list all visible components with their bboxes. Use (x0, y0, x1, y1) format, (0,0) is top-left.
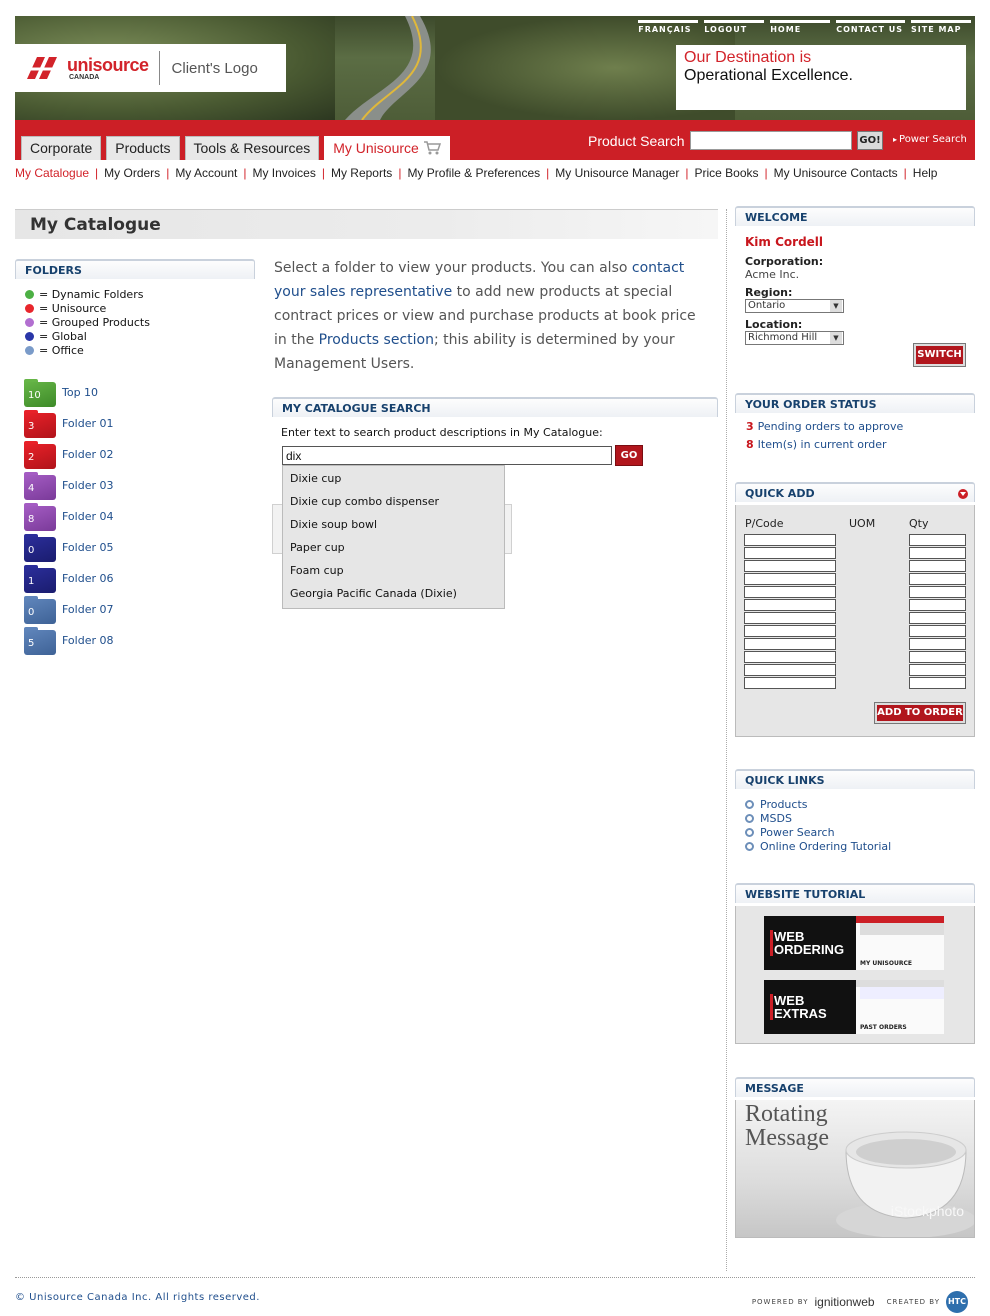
qty-input[interactable] (909, 664, 966, 676)
folder-label: Folder 02 (62, 448, 114, 461)
message-heading: MESSAGE (735, 1077, 975, 1097)
autocomplete-option[interactable]: Georgia Pacific Canada (Dixie) (290, 587, 457, 600)
uom-header: UOM (849, 517, 876, 530)
folder-icon (24, 379, 56, 407)
folder-label: Folder 04 (62, 510, 114, 523)
tab-tools-resources[interactable]: Tools & Resources (185, 136, 320, 160)
subnav-my-invoices[interactable]: My Invoices (252, 166, 316, 180)
region-select[interactable]: Ontario ▼ (745, 299, 844, 313)
region-label: Region: (745, 286, 793, 299)
folder-icon (24, 627, 56, 655)
quick-link-products[interactable] (745, 797, 891, 811)
qty-input[interactable] (909, 573, 966, 585)
quick-link-tutorial[interactable] (745, 839, 891, 853)
subnav-my-unisource-manager[interactable]: My Unisource Manager (555, 166, 680, 180)
qty-header: Qty (909, 517, 929, 530)
top-link-home[interactable]: HOME (770, 20, 830, 34)
contact-sales-rep-link[interactable]: contact your sales representative (274, 260, 685, 300)
pcode-header: P/Code (745, 517, 784, 530)
pending-count: 3 (746, 420, 754, 433)
legend-label: = Global (39, 329, 87, 343)
subnav-price-books[interactable]: Price Books (694, 166, 759, 180)
sub-nav (15, 166, 937, 180)
top-links (638, 20, 971, 34)
folder-item-04[interactable] (24, 501, 114, 532)
card-title (774, 930, 844, 956)
subnav-separator: | (243, 166, 247, 180)
folder-label: Folder 01 (62, 417, 114, 430)
folder-item-06[interactable] (24, 563, 114, 594)
folder-item-05[interactable] (24, 532, 114, 563)
autocomplete-option[interactable]: Dixie soup bowl (290, 518, 378, 531)
coffee-cup-icon (826, 1120, 975, 1238)
folder-label: Top 10 (62, 386, 99, 399)
tab-my-unisource[interactable] (324, 136, 450, 160)
pcode-input[interactable] (744, 625, 836, 637)
catalogue-search-go-button[interactable]: GO (615, 445, 643, 466)
catalogue-search-heading: MY CATALOGUE SEARCH (272, 397, 718, 417)
quick-add-title: QUICK ADD (745, 487, 815, 500)
folder-icon (24, 503, 56, 531)
folder-label: Folder 07 (62, 603, 114, 616)
quick-link-label: Products (760, 797, 808, 811)
tagline-line-2: Operational Excellence. (684, 67, 853, 84)
autocomplete-dropdown (282, 465, 505, 609)
power-search-link[interactable]: ▸ Power Search (893, 134, 967, 145)
legend-row (25, 301, 150, 315)
folder-icon (24, 441, 56, 469)
client-logo: Client's Logo (171, 59, 258, 77)
switch-button[interactable]: SWITCH (914, 344, 965, 366)
quick-links-heading: QUICK LINKS (735, 769, 975, 789)
legend-dot (25, 290, 34, 299)
main-tabs (21, 136, 450, 160)
pcode-input[interactable] (744, 651, 836, 663)
tagline-box (676, 45, 966, 110)
folders-heading: FOLDERS (15, 259, 255, 279)
top-link-logout[interactable]: LOGOUT (704, 20, 764, 34)
legend-dot (25, 318, 34, 327)
legend-row (25, 329, 150, 343)
subnav-my-profile[interactable]: My Profile & Preferences (407, 166, 541, 180)
quick-link-label: Power Search (760, 825, 835, 839)
subnav-my-reports[interactable]: My Reports (330, 166, 393, 180)
subnav-my-orders[interactable]: My Orders (104, 166, 161, 180)
subnav-separator: | (398, 166, 402, 180)
qty-input[interactable] (909, 586, 966, 598)
product-search-label: Product Search (588, 133, 685, 149)
card-accent (770, 930, 773, 956)
bullet-icon (745, 814, 754, 823)
legend-row (25, 287, 150, 301)
folder-item-08[interactable] (24, 625, 114, 656)
subnav-separator: | (321, 166, 325, 180)
items-count: 8 (746, 438, 754, 451)
pcode-input[interactable] (744, 573, 836, 585)
corporation-value: Acme Inc. (745, 268, 800, 281)
subnav-separator: | (685, 166, 689, 180)
qty-input[interactable] (909, 638, 966, 650)
card-caption: MY UNISOURCE (860, 960, 912, 967)
pcode-input[interactable] (744, 599, 836, 611)
autocomplete-option[interactable]: Dixie cup (290, 472, 342, 485)
subnav-separator: | (95, 166, 99, 180)
legend-dot (25, 304, 34, 313)
user-name: Kim Cordell (745, 235, 824, 249)
card-line-1: WEB (774, 993, 805, 1008)
cart-icon (423, 141, 441, 155)
quick-links-list (745, 797, 891, 853)
folder-count: 0 (28, 606, 35, 618)
tab-products[interactable]: Products (106, 136, 179, 160)
qty-input[interactable] (909, 612, 966, 624)
card-line-2: EXTRAS (774, 1006, 827, 1021)
intro-part-2: to add new products at special contract prices or view and purchase products at book price in the (274, 284, 696, 348)
bullet-icon (745, 842, 754, 851)
created-by-label: CREATED BY (886, 1298, 940, 1306)
quick-link-msds[interactable] (745, 811, 891, 825)
rotating-message-text (745, 1102, 829, 1150)
qty-input[interactable] (909, 547, 966, 559)
welcome-heading: WELCOME (735, 206, 975, 226)
folder-count: 5 (28, 637, 35, 649)
products-section-link[interactable]: Products section (318, 332, 434, 348)
pcode-input[interactable] (744, 612, 836, 624)
folder-label: Folder 03 (62, 479, 114, 492)
bullet-icon (745, 828, 754, 837)
top-link-site-map[interactable]: SITE MAP (911, 20, 971, 34)
folder-item-07[interactable] (24, 594, 114, 625)
column-divider (726, 209, 727, 1271)
qty-input[interactable] (909, 560, 966, 572)
web-ordering-tutorial[interactable] (764, 916, 944, 970)
folder-item-02[interactable] (24, 439, 114, 470)
catalogue-search-prompt: Enter text to search product descriptions in My Catalogue: (281, 426, 603, 439)
order-status-panel (746, 420, 903, 456)
logo-subtitle: CANADA (69, 73, 100, 81)
message-line-2: Message (745, 1125, 829, 1151)
card-accent (770, 994, 773, 1020)
page-title: My Catalogue (30, 215, 161, 235)
catalogue-search-input[interactable] (282, 446, 612, 465)
folder-count: 3 (28, 420, 35, 432)
folder-count: 0 (28, 544, 35, 556)
legend-label: = Grouped Products (39, 315, 150, 329)
autocomplete-option[interactable]: Paper cup (290, 541, 345, 554)
product-search-input[interactable] (690, 131, 852, 150)
logo-text (67, 56, 149, 81)
subnav-my-account[interactable]: My Account (175, 166, 238, 180)
folder-icon (24, 596, 56, 624)
logo-word: unisource (67, 54, 149, 75)
pcode-input[interactable] (744, 547, 836, 559)
card-line-1: WEB (774, 929, 805, 944)
subnav-separator: | (546, 166, 550, 180)
logo-divider (159, 51, 160, 85)
legend-label: = Dynamic Folders (39, 287, 144, 301)
website-tutorial-panel (735, 906, 975, 1044)
subnav-my-catalogue[interactable]: My Catalogue (15, 166, 90, 180)
folder-item-01[interactable] (24, 408, 114, 439)
folder-item-top-10[interactable] (24, 377, 114, 408)
pcode-input[interactable] (744, 664, 836, 676)
main-nav-bar (15, 120, 975, 160)
tab-my-unisource-label: My Unisource (333, 140, 419, 156)
folder-legend (25, 287, 150, 357)
quick-add-heading (735, 482, 975, 502)
ignitionweb-logo[interactable]: ignitionweb (814, 1295, 875, 1309)
order-status-heading: YOUR ORDER STATUS (735, 393, 975, 413)
page-title-bar (15, 209, 718, 239)
folder-count: 2 (28, 451, 35, 463)
htc-logo[interactable]: HTC (946, 1291, 968, 1313)
subnav-separator: | (166, 166, 170, 180)
card-screenshot (856, 916, 944, 970)
pending-orders-link[interactable] (746, 420, 903, 438)
bullet-icon (745, 800, 754, 809)
legend-label: = Office (39, 343, 84, 357)
autocomplete-option[interactable]: Foam cup (290, 564, 344, 577)
qty-input[interactable] (909, 625, 966, 637)
credits (752, 1291, 968, 1313)
legend-label: = Unisource (39, 301, 107, 315)
quick-add-panel (735, 505, 975, 737)
card-line-2: ORDERING (774, 942, 845, 957)
pcode-input[interactable] (744, 586, 836, 598)
tagline-line-1: Our Destination is (684, 49, 812, 66)
legend-row (25, 315, 150, 329)
subnav-help[interactable]: Help (912, 166, 938, 180)
subnav-my-unisource-contacts[interactable]: My Unisource Contacts (773, 166, 898, 180)
folder-icon (24, 565, 56, 593)
current-order-link[interactable] (746, 438, 903, 456)
top-link-francais[interactable]: FRANÇAIS (638, 20, 698, 34)
folder-label: Folder 05 (62, 541, 114, 554)
rotating-message-panel (735, 1100, 975, 1238)
web-extras-tutorial[interactable] (764, 980, 944, 1034)
add-to-order-button[interactable]: ADD TO ORDER (875, 703, 965, 723)
welcome-panel (745, 235, 844, 345)
legend-dot (25, 332, 34, 341)
folder-count: 8 (28, 513, 35, 525)
logo-box[interactable] (15, 44, 286, 92)
location-label: Location: (745, 318, 803, 331)
website-tutorial-heading: WEBSITE TUTORIAL (735, 883, 975, 903)
intro-text (274, 256, 704, 376)
quick-link-power-search[interactable] (745, 825, 891, 839)
pcode-input[interactable] (744, 677, 836, 689)
subnav-separator: | (764, 166, 768, 180)
stock-watermark: iStockphoto (890, 1203, 964, 1219)
intro-part-1: Select a folder to view your products. You can also (274, 260, 632, 276)
qty-input[interactable] (909, 677, 966, 689)
top-link-contact-us[interactable]: CONTACT US (836, 20, 905, 34)
pcode-input[interactable] (744, 638, 836, 650)
folder-icon (24, 410, 56, 438)
items-text: Item(s) in current order (757, 438, 887, 451)
quick-link-label: Online Ordering Tutorial (760, 839, 892, 853)
message-line-1: Rotating (745, 1101, 828, 1127)
folder-count: 1 (28, 575, 35, 587)
folder-icon (24, 472, 56, 500)
qty-input[interactable] (909, 651, 966, 663)
folder-count: 10 (28, 389, 41, 401)
intro-part-3: ; this ability is determined by your Management Users. (274, 332, 675, 372)
autocomplete-option[interactable]: Dixie cup combo dispenser (290, 495, 440, 508)
pcode-input[interactable] (744, 534, 836, 546)
folder-label: Folder 08 (62, 634, 114, 647)
folder-list (24, 377, 114, 656)
quick-link-label: MSDS (760, 811, 792, 825)
folder-icon (24, 534, 56, 562)
folder-count: 4 (28, 482, 35, 494)
folder-label: Folder 06 (62, 572, 114, 585)
footer-divider (15, 1277, 975, 1278)
subnav-separator: | (903, 166, 907, 180)
powered-by-label: POWERED BY (751, 1298, 809, 1306)
qty-input[interactable] (909, 599, 966, 611)
qty-input[interactable] (909, 534, 966, 546)
tab-corporate[interactable]: Corporate (21, 136, 101, 160)
unisource-logo-icon (25, 55, 65, 81)
card-caption: PAST ORDERS (860, 1024, 907, 1031)
collapse-icon[interactable] (958, 489, 968, 499)
folder-item-03[interactable] (24, 470, 114, 501)
pending-text: Pending orders to approve (757, 420, 904, 433)
location-select[interactable]: Richmond Hill ▼ (745, 331, 844, 345)
product-search-go-button[interactable]: GO! (857, 131, 883, 150)
copyright: © Unisource Canada Inc. All rights reserved. (15, 1292, 260, 1303)
card-title (774, 994, 827, 1020)
card-screenshot (856, 980, 944, 1034)
legend-row (25, 343, 150, 357)
banner-road (285, 16, 485, 120)
legend-dot (25, 346, 34, 355)
pcode-input[interactable] (744, 560, 836, 572)
corporation-label: Corporation: (745, 255, 824, 268)
